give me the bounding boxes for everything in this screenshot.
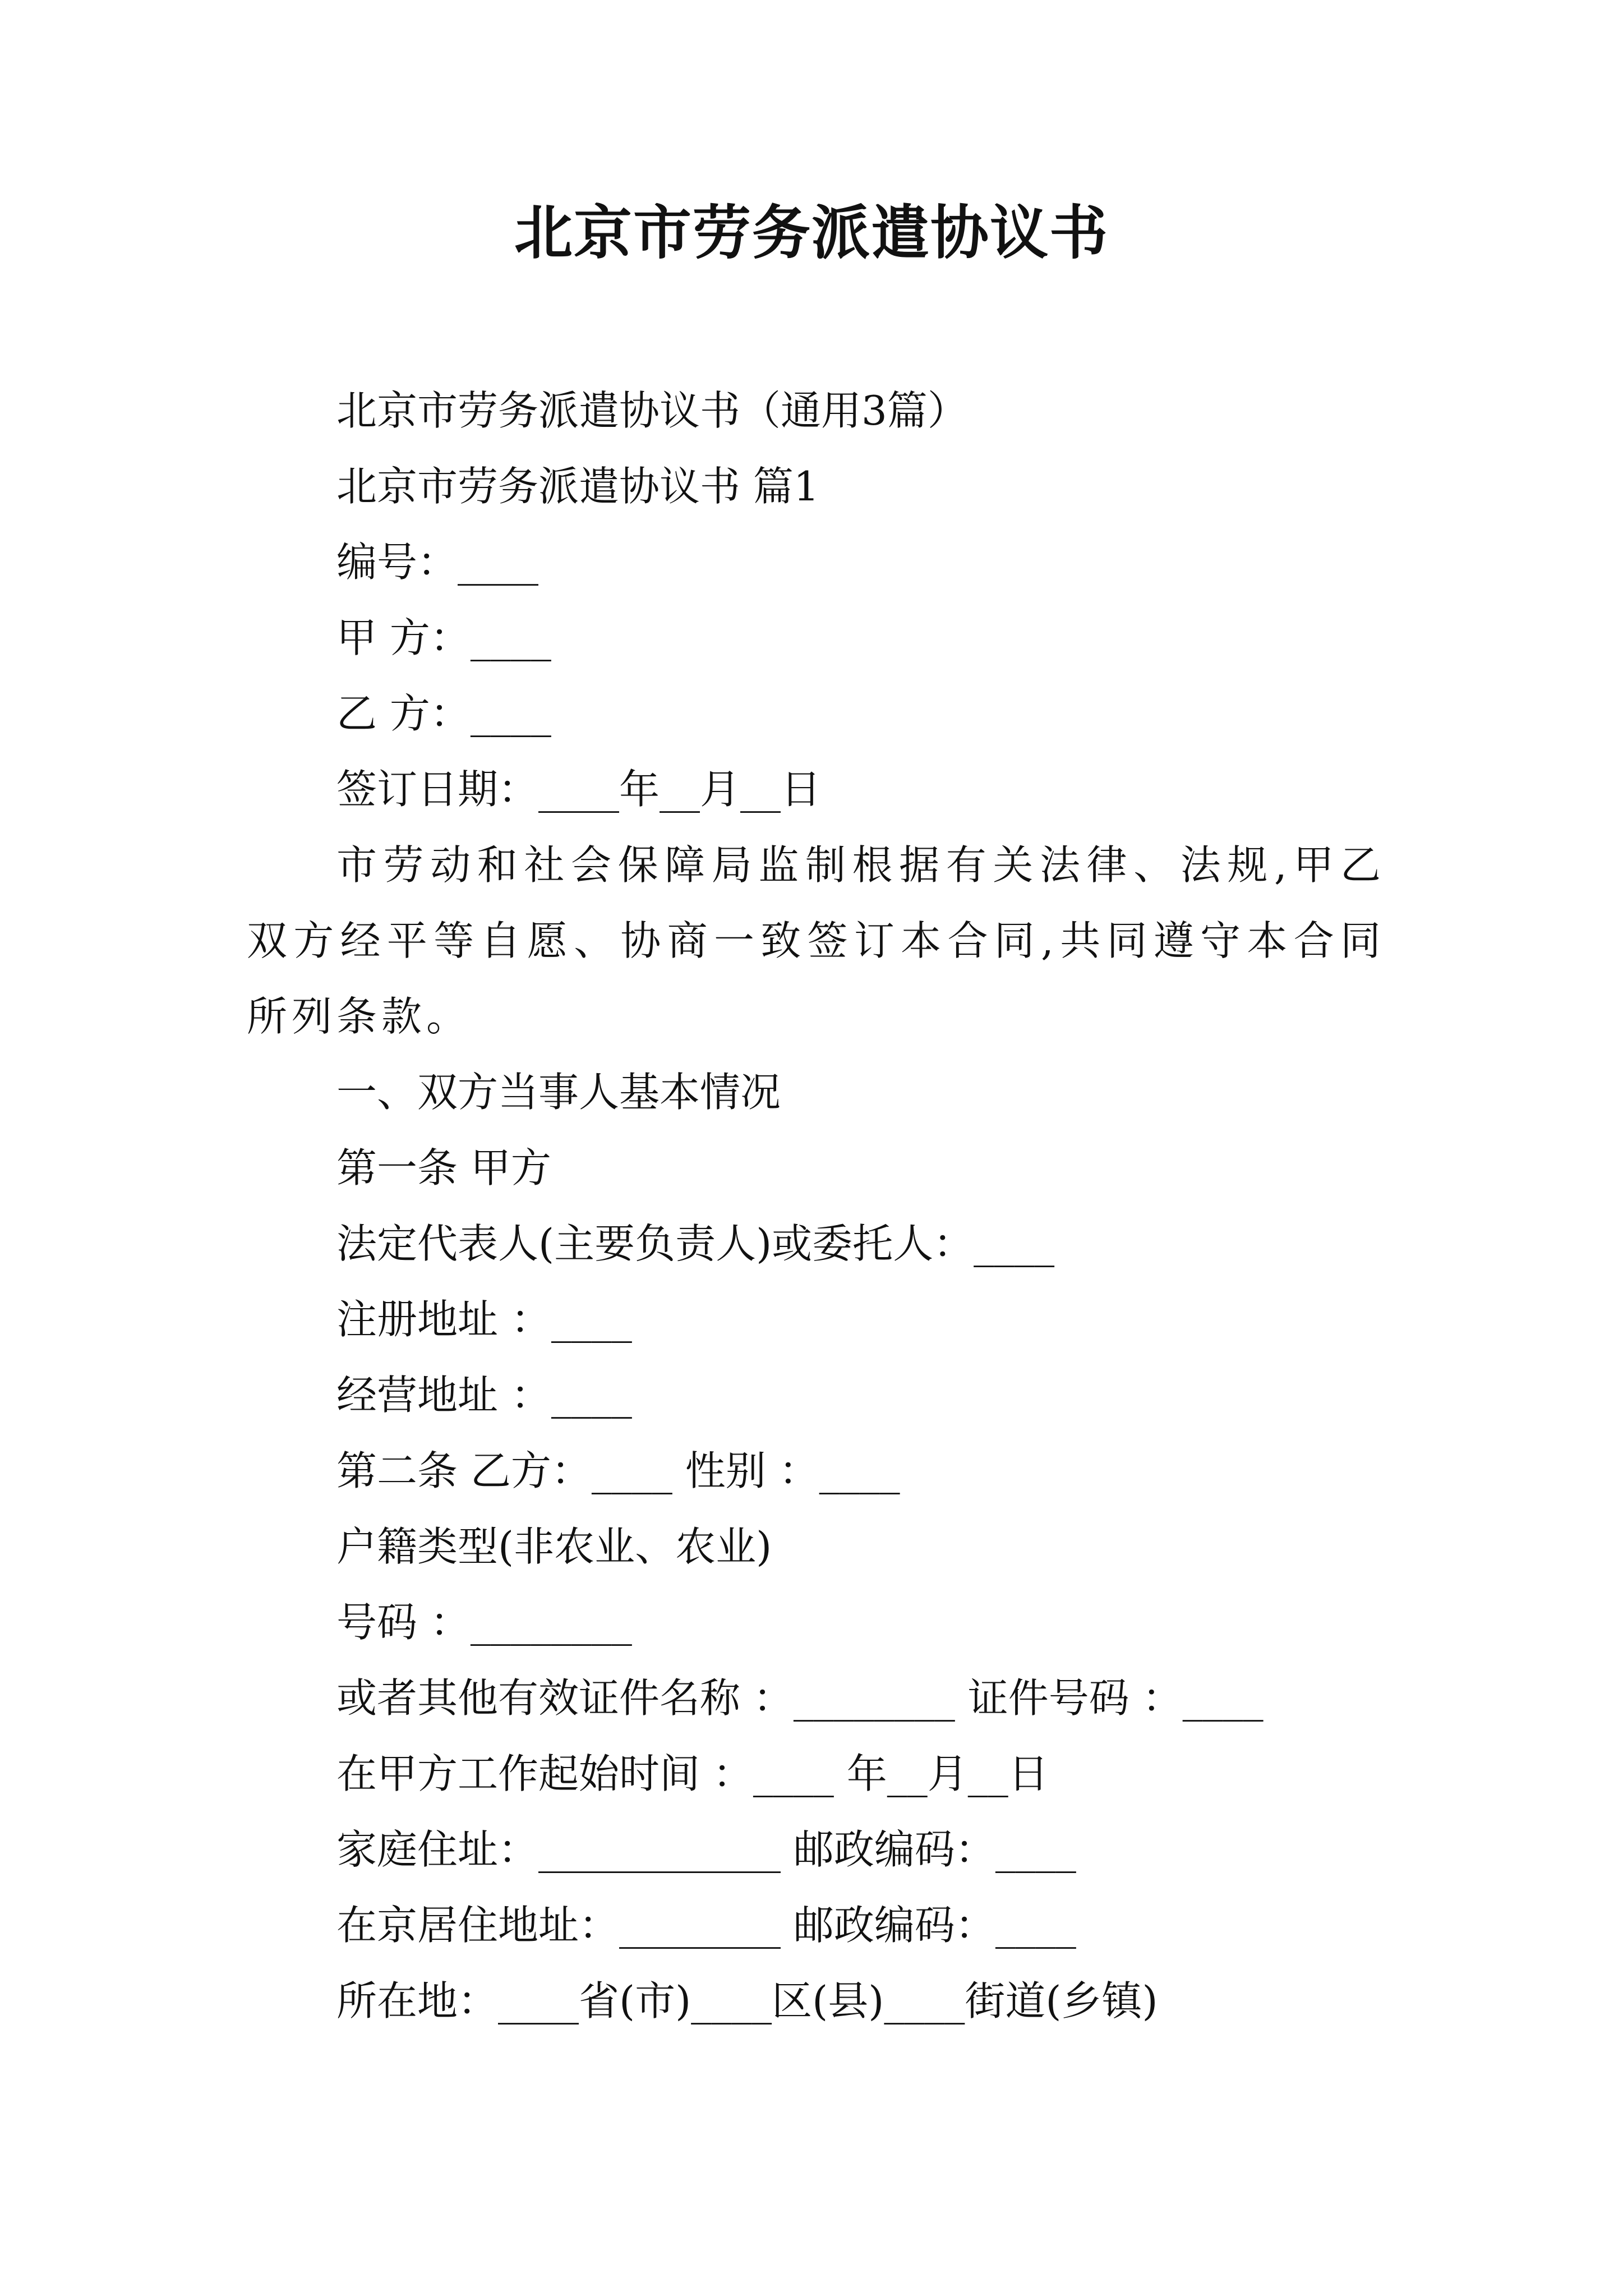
field-business-address: 经营地址 ：____ (336, 1372, 632, 1419)
field-sign-date: 签订日期：____年__月__日 (336, 766, 822, 813)
field-other-id: 或者其他有效证件名称 ：________ 证件号码 ：____ (336, 1674, 1264, 1722)
field-location: 所在地：____省(市)____区(县)____街道(乡镇) (336, 1977, 1158, 2024)
field-beijing-address: 在京居住地址：________ 邮政编码：____ (336, 1902, 1076, 1949)
section-heading: 北京市劳务派遣协议书 篇1 (336, 463, 819, 510)
field-registered-address: 注册地址 ：____ (336, 1296, 632, 1343)
field-start-date: 在甲方工作起始时间 ：____ 年__月__日 (336, 1750, 1049, 1797)
article-1-heading: 第一条 甲方 (336, 1144, 551, 1191)
subtitle-line: 北京市劳务派遣协议书（通用3篇） (336, 387, 968, 434)
field-number: 编号：____ (336, 539, 539, 586)
field-household-type: 户籍类型(非农业、农业) (336, 1523, 772, 1570)
field-id-number: 号码 ：________ (336, 1599, 632, 1646)
field-party-a: 甲 方：____ (336, 614, 551, 661)
article-2-heading: 第二条 乙方：____ 性别 ：____ (336, 1447, 900, 1494)
section-parties-info: 一、双方当事人基本情况 (336, 1069, 781, 1116)
document-title: 北京市劳务派遣协议书 (514, 198, 1109, 267)
document-body (247, 373, 1385, 2039)
field-legal-rep: 法定代表人(主要负责人)或委托人：____ (336, 1220, 1055, 1267)
intro-paragraph: 市劳动和社会保障局监制根据有关法律、法规,甲乙双方经平等自愿、协商一致签订本合同,共同遵守本合同所列条款。 (247, 841, 1385, 1040)
field-party-b: 乙 方：____ (336, 690, 551, 737)
field-home-address: 家庭住址：____________ 邮政编码：____ (336, 1826, 1076, 1873)
